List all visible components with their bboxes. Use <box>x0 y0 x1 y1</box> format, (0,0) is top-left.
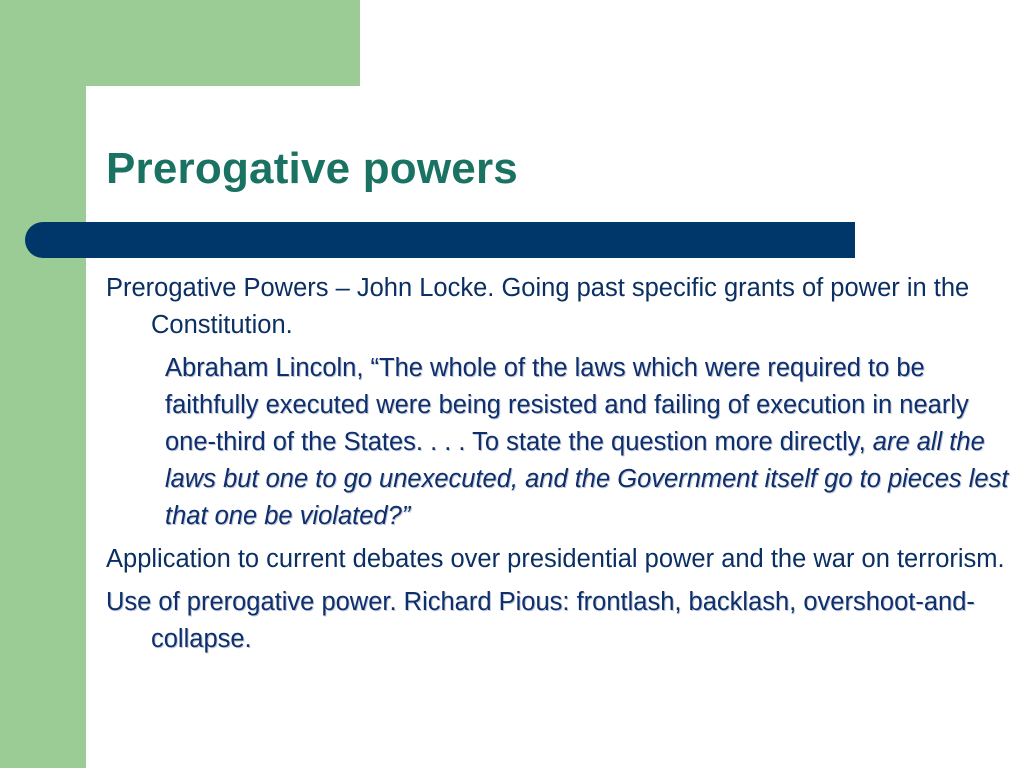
bullet-locke: Prerogative Powers – John Locke. Going past specific grants of power in the Constitution. <box>106 274 970 339</box>
green-side-band <box>0 0 86 768</box>
green-top-block <box>0 0 360 86</box>
bullet-pious: Use of prerogative power. Richard Pious: frontlash, backlash, overshoot-and-collapse. <box>106 588 975 653</box>
slide-title: Prerogative powers <box>106 144 518 193</box>
lincoln-quote <box>165 350 1015 535</box>
lincoln-quote-italic: are all the laws but one to go unexecuted, and the Government itself go to pieces lest that one be violated?” <box>165 428 1009 530</box>
title-underline-bar <box>25 222 855 258</box>
bullet-application: Application to current debates over presidential power and the war on terrorism. <box>106 545 1005 573</box>
lincoln-quote-plain: Abraham Lincoln, “The whole of the laws which were required to be faithfully executed were being resisted and failing of execution in nearly one-third of the States. . . . To state the question more directly, <box>165 354 969 456</box>
slide-body <box>106 270 1018 658</box>
